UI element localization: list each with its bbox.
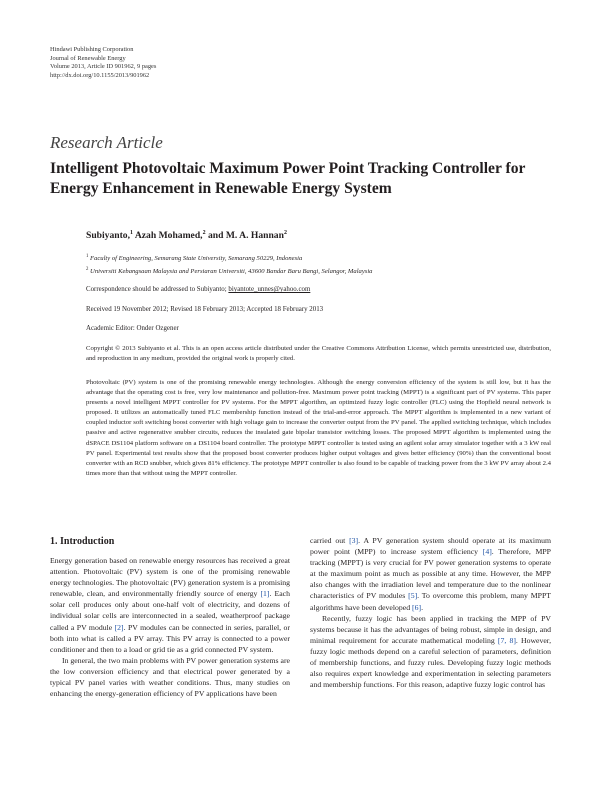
citation-link[interactable]: [3] <box>349 536 359 545</box>
section-heading: 1. Introduction <box>50 536 115 547</box>
affiliation-item: $^1$ Faculty of Engineering, Semarang State University, Semarang 50229, Indonesia <box>86 254 303 263</box>
author-name: and M. A. Hannan <box>205 230 284 242</box>
email-link[interactable]: biyantote_unnes@yahoo.com <box>228 286 311 293</box>
journal-name: Journal of Renewable Energy <box>50 54 126 62</box>
paragraph: Energy generation based on renewable energy resources has received a great attention. Photovoltaic (PV) system is one of the promising renewable energy technologies. The photovoltaic (PV) generation system is a promising renewable, clean, and environmentally friendly source of energy [1]. Each solar cell produces only about one-half volt of electricity, and dozens of individual solar cells are interconnected in a sealed, weatherproof package called a PV module [2]. PV modules can be connected in series, parallel, or both into what is called a PV array. This PV array is connected to a power conditioner and then to a load or grid tie as a grid connected PV system. <box>50 556 290 654</box>
citation-link[interactable]: [1] <box>260 589 270 599</box>
affiliation-item: $^2$ Universiti Kebangsaan Malaysia and Persiaran Universiti, 43600 Bandar Baru Bangi, Selangor, Malaysia <box>86 266 373 275</box>
citation-link[interactable]: [7, 8] <box>497 635 516 645</box>
paragraph: carried out [3]. A PV generation system should operate at its maximum power point (MPP) to increase system efficiency [4]. Therefore, MPP tracking (MPPT) is very crucial for PV power generation systems to operate at the maximum point as much as possible at any time. However, the MPP also changes with the irradiation level and temperature due to the nonlinear characteristics of PV modules [5]. To overcome this problem, many MPPT algorithms have been developed [6]. <box>310 536 551 612</box>
citation-link[interactable]: [2] <box>114 622 124 632</box>
citation-link[interactable]: [6] <box>412 602 422 612</box>
abstract: Photovoltaic (PV) system is one of the promising renewable energy technologies. Although the energy conversion efficiency of the system is still low, but it has the advantage that the operating cost is free, very low maintenance and pollution-free. Maximum power point tracking (MPPT) is a significant part of PV systems. This paper presents a novel intelligent MPPT controller for PV systems. For the MPPT algorithm, an optimized fuzzy logic controller (FLC) using the Hopfield neural network is proposed. It utilizes an automatically tuned FLC membership function instead of the trial-and-error approach. The MPPT algorithm is implemented in a new variant of coupled inductor soft switching boost converter with high voltage gain to increase the converter output from the PV panel. The applied switching technique, which includes passive and active regenerative snubber circuits, reduces the insulated gate bipolar transistor switching losses. The proposed MPPT algorithm is implemented using the dSPACE DS1104 platform software on a DS1104 board controller. The prototype MPPT controller is tested using an agilent solar array simulator together with a 3 kW real PV panel. Experimental test results show that the proposed boost converter produces higher output voltages and gives better efficiency (90%) than the conventional boost converter with an RCD snubber, which gives 81% efficiency. The prototype MPPT controller is also found to be capable of tracking power from the 3 kW PV array about 2.4 times more than that without using the MPPT controller. <box>86 379 551 477</box>
copyright-notice: Copyright © 2013 Subiyanto et al. This is an open access article distributed under the Creative Commons Attribution License, which permits unrestricted use, distribution, and reproduction in any medium, provided the original work is properly cited. <box>86 345 551 362</box>
article-type: Research Article <box>50 133 163 152</box>
paragraph: In general, the two main problems with PV power generation systems are the low conversion efficiency and that electrical power generated by a typical PV panel varies with weather conditions. Thus, many studies on enhancing the energy-generation efficiency of PV applications have been <box>50 655 290 699</box>
paragraph: Recently, fuzzy logic has been applied in tracking the MPP of PV systems because it has the advantages of being robust, simple in design, and minimal requirement for accurate mathematical modeling [7, 8]. However, fuzzy logic methods depend on a careful selection of parameters, definition of membership functions, and fuzzy rules. Developing fuzzy logic methods also requires expert knowledge and experimentation in selecting parameters and membership functions. For this reason, adaptive fuzzy logic control has <box>310 613 552 690</box>
author-affil-mark: 1 <box>130 230 133 236</box>
left-column <box>50 536 290 699</box>
author-name: Azah Mohamed, <box>133 230 203 242</box>
academic-editor: Academic Editor: Onder Ozgener <box>86 325 179 332</box>
doi-link[interactable]: http://dx.doi.org/10.1155/2013/901962 <box>50 71 150 79</box>
journal-header <box>50 46 156 80</box>
citation-link[interactable]: [5] <box>408 591 418 601</box>
paper-title: Intelligent Photovoltaic Maximum Power Point Tracking Controller for Energy Enhancement in Renewable Energy System <box>50 160 526 197</box>
author-list <box>86 230 287 241</box>
citation-link[interactable]: [4] <box>482 547 492 557</box>
author-affil-mark: 2 <box>283 230 287 236</box>
author-name: Subiyanto, <box>86 230 130 242</box>
received-dates: Received 19 November 2012; Revised 18 February 2013; Accepted 18 February 2013 <box>86 306 324 313</box>
correspondence: Correspondence should be addressed to Subiyanto; biyantote_unnes@yahoo.com <box>86 286 311 293</box>
right-column <box>310 535 551 690</box>
author-affil-mark: 2 <box>202 230 206 236</box>
affiliations <box>86 252 372 278</box>
volume-line: Volume 2013, Article ID 901962, 9 pages <box>50 63 157 71</box>
publisher-name: Hindawi Publishing Corporation <box>50 46 134 53</box>
